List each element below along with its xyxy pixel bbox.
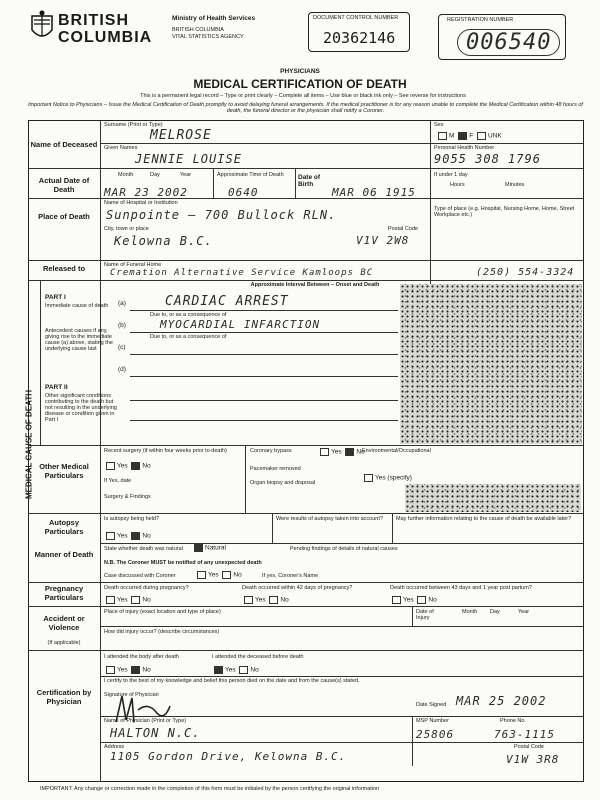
- attended-before-options: [212, 666, 259, 674]
- phn-value: 9055 308 1796: [434, 152, 541, 166]
- autopsy-q1-label: Is autopsy being held?: [104, 516, 160, 522]
- certify-statement: I certify to the best of my knowledge and belief this person died on the date and from the cause(s) stated.: [104, 678, 360, 684]
- funeral-home-label: Name of Funeral Home: [104, 262, 162, 268]
- rule: [130, 400, 398, 401]
- city-value: Kelowna B.C.: [114, 234, 213, 248]
- pregnancy-q3-yes-checkbox[interactable]: [392, 596, 401, 604]
- pregnancy-q3-options: [390, 596, 437, 604]
- death-date-day-label: Day: [150, 172, 160, 178]
- injury-month-label: Month: [462, 609, 478, 615]
- sex-f-checkbox[interactable]: [458, 132, 467, 140]
- coronary-yes-checkbox[interactable]: [320, 448, 329, 456]
- hospital-value: Sunpointe – 700 Bullock RLN.: [106, 208, 337, 222]
- label-column-divider: [100, 120, 101, 782]
- sex-m-checkbox[interactable]: [438, 132, 447, 140]
- pregnancy-q2-yes-checkbox[interactable]: [244, 596, 253, 604]
- death-date-value: MAR 23 2002: [104, 186, 188, 199]
- coroner-yes-label: Yes: [208, 571, 219, 579]
- date-signed-label: Date Signed: [416, 702, 447, 708]
- minutes-label: Minutes: [505, 182, 525, 188]
- bc-logo: [28, 10, 163, 50]
- sex-options: [436, 132, 502, 140]
- due-to-a-label: Due to, or as a consequence of: [150, 312, 227, 318]
- attended-before-yes-label: Yes: [225, 666, 236, 674]
- place-postal-value: V1V 2W8: [356, 234, 410, 247]
- accident-section-label: Accident or Violence: [43, 614, 85, 632]
- surgery-no-label: No: [142, 462, 151, 470]
- place-postal-label: Postal Code: [388, 226, 418, 232]
- surgery-options: [104, 462, 151, 470]
- pregnancy-q2-no-checkbox[interactable]: [269, 596, 278, 604]
- specify-label: Yes (specify): [375, 474, 412, 482]
- autopsy-q1-no-checkbox[interactable]: [131, 532, 140, 540]
- autopsy-q1-no-label: No: [142, 532, 151, 540]
- funeral-home-value: Cremation Alternative Service Kamloops BC: [110, 268, 374, 278]
- funeral-phone-value: (250) 554-3324: [476, 267, 575, 278]
- released-section-label: Released to: [42, 264, 86, 273]
- surname-value: MELROSE: [150, 128, 212, 143]
- coroner-no-checkbox[interactable]: [222, 571, 231, 579]
- cert-postal-label: Postal Code: [514, 744, 544, 750]
- attended-before-yes-checkbox[interactable]: [214, 666, 223, 674]
- document-control-number: 20362146: [323, 29, 396, 47]
- time-of-death-label: Approximate Time of Death: [217, 172, 284, 178]
- immediate-cause-label: Immediate cause of death: [45, 303, 109, 309]
- death-date-section-label: Actual Date of Death: [38, 176, 90, 194]
- injury-how-label: How did injury occur? (describe circumstances): [104, 629, 220, 635]
- surgery-yes-label: Yes: [117, 462, 128, 470]
- coronary-no-label: No: [356, 448, 365, 456]
- pregnancy-q2-label: Death occurred within 42 days of pregnancy?: [242, 585, 353, 591]
- injury-date-label: Date of Injury: [416, 609, 434, 621]
- document-control-box: [308, 12, 410, 52]
- rule: [100, 742, 584, 743]
- certification-section-label: Certification by Physician: [36, 688, 92, 706]
- attended-after-no-label: No: [142, 666, 151, 674]
- cause-line-a: CARDIAC ARREST: [165, 294, 289, 309]
- registration-label: REGISTRATION NUMBER: [447, 17, 514, 23]
- line-d-marker: (d): [118, 366, 126, 373]
- rule: [272, 513, 273, 543]
- line-b-marker: (b): [118, 322, 126, 329]
- interval-label: Approximate Interval Between – Onset and Death: [250, 282, 380, 288]
- coroner-name-label: If yes, Coroner's Name: [262, 573, 319, 579]
- rule: [28, 650, 584, 651]
- physician-name-value: HALTON N.C.: [110, 726, 201, 740]
- pregnancy-q1-no-label: No: [142, 596, 151, 604]
- coronary-no-checkbox[interactable]: [345, 448, 354, 456]
- rule: [28, 280, 584, 281]
- rule: [130, 332, 398, 333]
- phn-label: Personal Health Number: [434, 145, 495, 151]
- attended-after-yes-label: Yes: [117, 666, 128, 674]
- pregnancy-q1-yes-label: Yes: [117, 596, 128, 604]
- pregnancy-q2-options: [242, 596, 289, 604]
- form-subtitle: This is a permanent legal record – Type or print clearly – Complete all items – Use blue or black ink only – See reverse for instructions: [140, 93, 466, 99]
- attended-after-label: I attended the body after death: [104, 654, 179, 660]
- under-one-day-label: If under 1 day: [434, 172, 468, 178]
- pregnancy-section-label: Pregnancy Particulars: [44, 584, 84, 602]
- recent-surgery-label: Recent surgery (if within four weeks prior to death): [104, 448, 227, 454]
- rule: [28, 168, 584, 169]
- attended-before-no-label: No: [250, 666, 259, 674]
- manner-q1-label: State whether death was natural: [104, 546, 183, 552]
- dob-label: Date of Birth: [298, 174, 321, 188]
- logo-line-1: BRITISH: [58, 12, 129, 29]
- coat-of-arms-icon: [28, 10, 56, 46]
- natural-option: [192, 544, 226, 552]
- physician-phone-label: Phone No.: [500, 718, 526, 724]
- manner-section-label: Manner of Death: [34, 550, 94, 559]
- coroner-discussed-label: Case discussed with Coroner: [104, 573, 176, 579]
- rule: [392, 513, 393, 543]
- antecedent-label: Antecedent causes if any, giving rise to the immediate cause (a) above, stating the underlying cause last: [45, 328, 113, 352]
- physician-notice: Important Notice to Physicians – Issue the Medical Certification of Death promptly to avoid delaying funeral arrangements. If the medical practitioner is for any reason unable to complete the Medical Certification within 48 hours of death, the funeral director or the physician shall notify a Coroner.: [28, 102, 583, 114]
- autopsy-q1-yes-label: Yes: [117, 532, 128, 540]
- rule: [130, 376, 398, 377]
- address-value: 1105 Gordon Drive, Kelowna B.C.: [110, 750, 347, 763]
- rule: [430, 143, 584, 144]
- rule: [412, 716, 413, 766]
- city-label: City, town or place: [104, 226, 149, 232]
- other-medical-section-label: Other Medical Particulars: [39, 462, 89, 480]
- rule: [40, 280, 41, 445]
- autopsy-q1-yes-checkbox[interactable]: [106, 532, 115, 540]
- natural-label: Natural: [205, 544, 226, 552]
- rule: [130, 310, 398, 311]
- pregnancy-q3-no-label: No: [428, 596, 437, 604]
- part-2-desc: Other significant conditions contributing to the death but not resulting in the underlying disease or condition given in Part I: [45, 393, 117, 423]
- registration-number: 006540: [457, 29, 560, 56]
- rule: [28, 606, 584, 607]
- part-2-label: PART II: [45, 384, 68, 391]
- coroner-yes-checkbox[interactable]: [197, 571, 206, 579]
- rule: [100, 626, 584, 627]
- rule: [100, 543, 584, 544]
- surname-label: Surname (Print or Type): [104, 122, 163, 128]
- attended-after-no-checkbox[interactable]: [131, 666, 140, 674]
- natural-checkbox[interactable]: [194, 544, 203, 552]
- date-signed-value: MAR 25 2002: [456, 694, 547, 708]
- rule: [130, 420, 398, 421]
- specify-option: [362, 474, 412, 482]
- surgery-date-label: If Yes, date: [104, 478, 132, 484]
- msp-value: 25806: [416, 728, 455, 741]
- cert-postal-value: V1W 3R8: [506, 753, 560, 766]
- rule: [28, 445, 584, 446]
- autopsy-q2-label: Were results of autopsy taken into account?: [276, 516, 383, 522]
- ministry-name: Ministry of Health Services: [172, 15, 256, 22]
- accident-sub-label: (If applicable): [47, 640, 81, 646]
- given-names-label: Given Names: [104, 145, 138, 151]
- coroner-options: [195, 571, 242, 579]
- registration-box: [438, 14, 566, 60]
- rule: [245, 445, 246, 513]
- sex-f-label: F: [469, 132, 474, 140]
- rule: [100, 676, 584, 677]
- msp-label: MSP Number: [416, 718, 449, 724]
- autopsy-section-label: Autopsy Particulars: [44, 518, 84, 536]
- rule: [28, 582, 584, 583]
- logo-line-2: COLUMBIA: [58, 29, 153, 46]
- surgery-findings-label: Surgery & Findings: [104, 494, 151, 500]
- rule: [412, 606, 413, 626]
- autopsy-q3-label: May further information relating to the cause of death be available later?: [396, 516, 572, 522]
- cause-side-label: MEDICAL CAUSE OF DEATH: [24, 389, 34, 500]
- pregnancy-q3-yes-label: Yes: [403, 596, 414, 604]
- ministry-sub-1: BRITISH COLUMBIA: [172, 27, 224, 33]
- rule: [28, 198, 584, 199]
- rule: [28, 260, 584, 261]
- sex-unk-label: UNK: [488, 132, 502, 140]
- coronary-options: [318, 448, 365, 456]
- cause-line-b: MYOCARDIAL INFARCTION: [160, 318, 321, 331]
- hours-label: Hours: [450, 182, 465, 188]
- line-a-marker: (a): [118, 300, 126, 307]
- rule: [100, 716, 584, 717]
- pregnancy-q1-label: Death occurred during pregnancy?: [104, 585, 189, 591]
- injury-place-label: Place of injury (exact location and type of place): [104, 609, 221, 615]
- redacted-medical-area: [405, 484, 581, 512]
- part-1-label: PART I: [45, 294, 66, 301]
- coronary-label: Coronary bypass: [250, 448, 292, 454]
- pregnancy-q1-options: [104, 596, 151, 604]
- pacemaker-label: Pacemaker removed: [250, 466, 301, 472]
- specify-checkbox[interactable]: [364, 474, 373, 482]
- due-to-b-label: Due to, or as a consequence of: [150, 334, 227, 340]
- rule: [213, 168, 214, 198]
- time-of-death-value: 0640: [228, 186, 259, 199]
- surgery-yes-checkbox[interactable]: [106, 462, 115, 470]
- given-names-value: JENNIE LOUISE: [135, 152, 242, 166]
- autopsy-q1-options: [104, 532, 151, 540]
- pregnancy-q3-label: Death occurred between 43 days and 1 year post partum?: [390, 585, 532, 591]
- physician-phone-value: 763-1115: [494, 728, 555, 741]
- coronary-yes-label: Yes: [331, 448, 342, 456]
- attended-before-no-checkbox[interactable]: [239, 666, 248, 674]
- injury-year-label: Year: [518, 609, 530, 615]
- sex-m-label: M: [449, 132, 455, 140]
- death-date-month-label: Month: [118, 172, 134, 178]
- rule: [100, 143, 430, 144]
- attended-after-yes-checkbox[interactable]: [106, 666, 115, 674]
- line-c-marker: (c): [118, 344, 126, 351]
- environmental-label: Environmental/Occupational: [362, 448, 431, 454]
- injury-day-label: Day: [490, 609, 500, 615]
- pregnancy-q1-no-checkbox[interactable]: [131, 596, 140, 604]
- dob-value: MAR 06 1915: [332, 186, 416, 199]
- address-label: Address: [104, 744, 125, 750]
- redacted-interval-area: [400, 284, 582, 444]
- organ-label: Organ biopsy and disposal: [250, 480, 316, 486]
- physician-name-label: Name of Physician (Print or Type): [104, 718, 187, 724]
- place-type-label: Type of place (e.g. Hospital, Nursing Home, Home, Street Workplace etc.): [434, 206, 575, 218]
- hospital-label: Name of Hospital or Institution: [104, 200, 178, 206]
- footer-note: IMPORTANT: Any change or correction made in the completion of this form must be initialed by the person certifying the original information: [40, 786, 380, 792]
- deceased-section-label: Name of Deceased: [30, 140, 98, 149]
- attended-after-options: [104, 666, 151, 674]
- death-date-year-label: Year: [180, 172, 192, 178]
- document-control-label: DOCUMENT CONTROL NUMBER: [313, 15, 399, 21]
- form-title: MEDICAL CERTIFICATION OF DEATH: [193, 77, 407, 91]
- sex-unk-checkbox[interactable]: [477, 132, 486, 140]
- coroner-note: N.B. The Coroner MUST be notified of any unexpected death: [104, 560, 262, 566]
- sex-label: Sex: [434, 122, 444, 128]
- pregnancy-q2-yes-label: Yes: [255, 596, 266, 604]
- pregnancy-q1-yes-checkbox[interactable]: [106, 596, 115, 604]
- signature-label: Signature of Physician: [104, 692, 159, 698]
- coroner-no-label: No: [233, 571, 242, 579]
- surgery-no-checkbox[interactable]: [131, 462, 140, 470]
- attended-before-label: I attended the deceased before death: [212, 654, 304, 660]
- pregnancy-q2-no-label: No: [280, 596, 289, 604]
- rule: [130, 354, 398, 355]
- physicians-label: PHYSICIANS: [280, 68, 320, 75]
- pregnancy-q3-no-checkbox[interactable]: [417, 596, 426, 604]
- rule: [28, 513, 584, 514]
- rule: [295, 168, 296, 198]
- ministry-sub-2: VITAL STATISTICS AGENCY: [172, 34, 244, 40]
- pending-label: Pending findings of details of natural causes: [290, 546, 398, 552]
- place-section-label: Place of Death: [38, 212, 90, 221]
